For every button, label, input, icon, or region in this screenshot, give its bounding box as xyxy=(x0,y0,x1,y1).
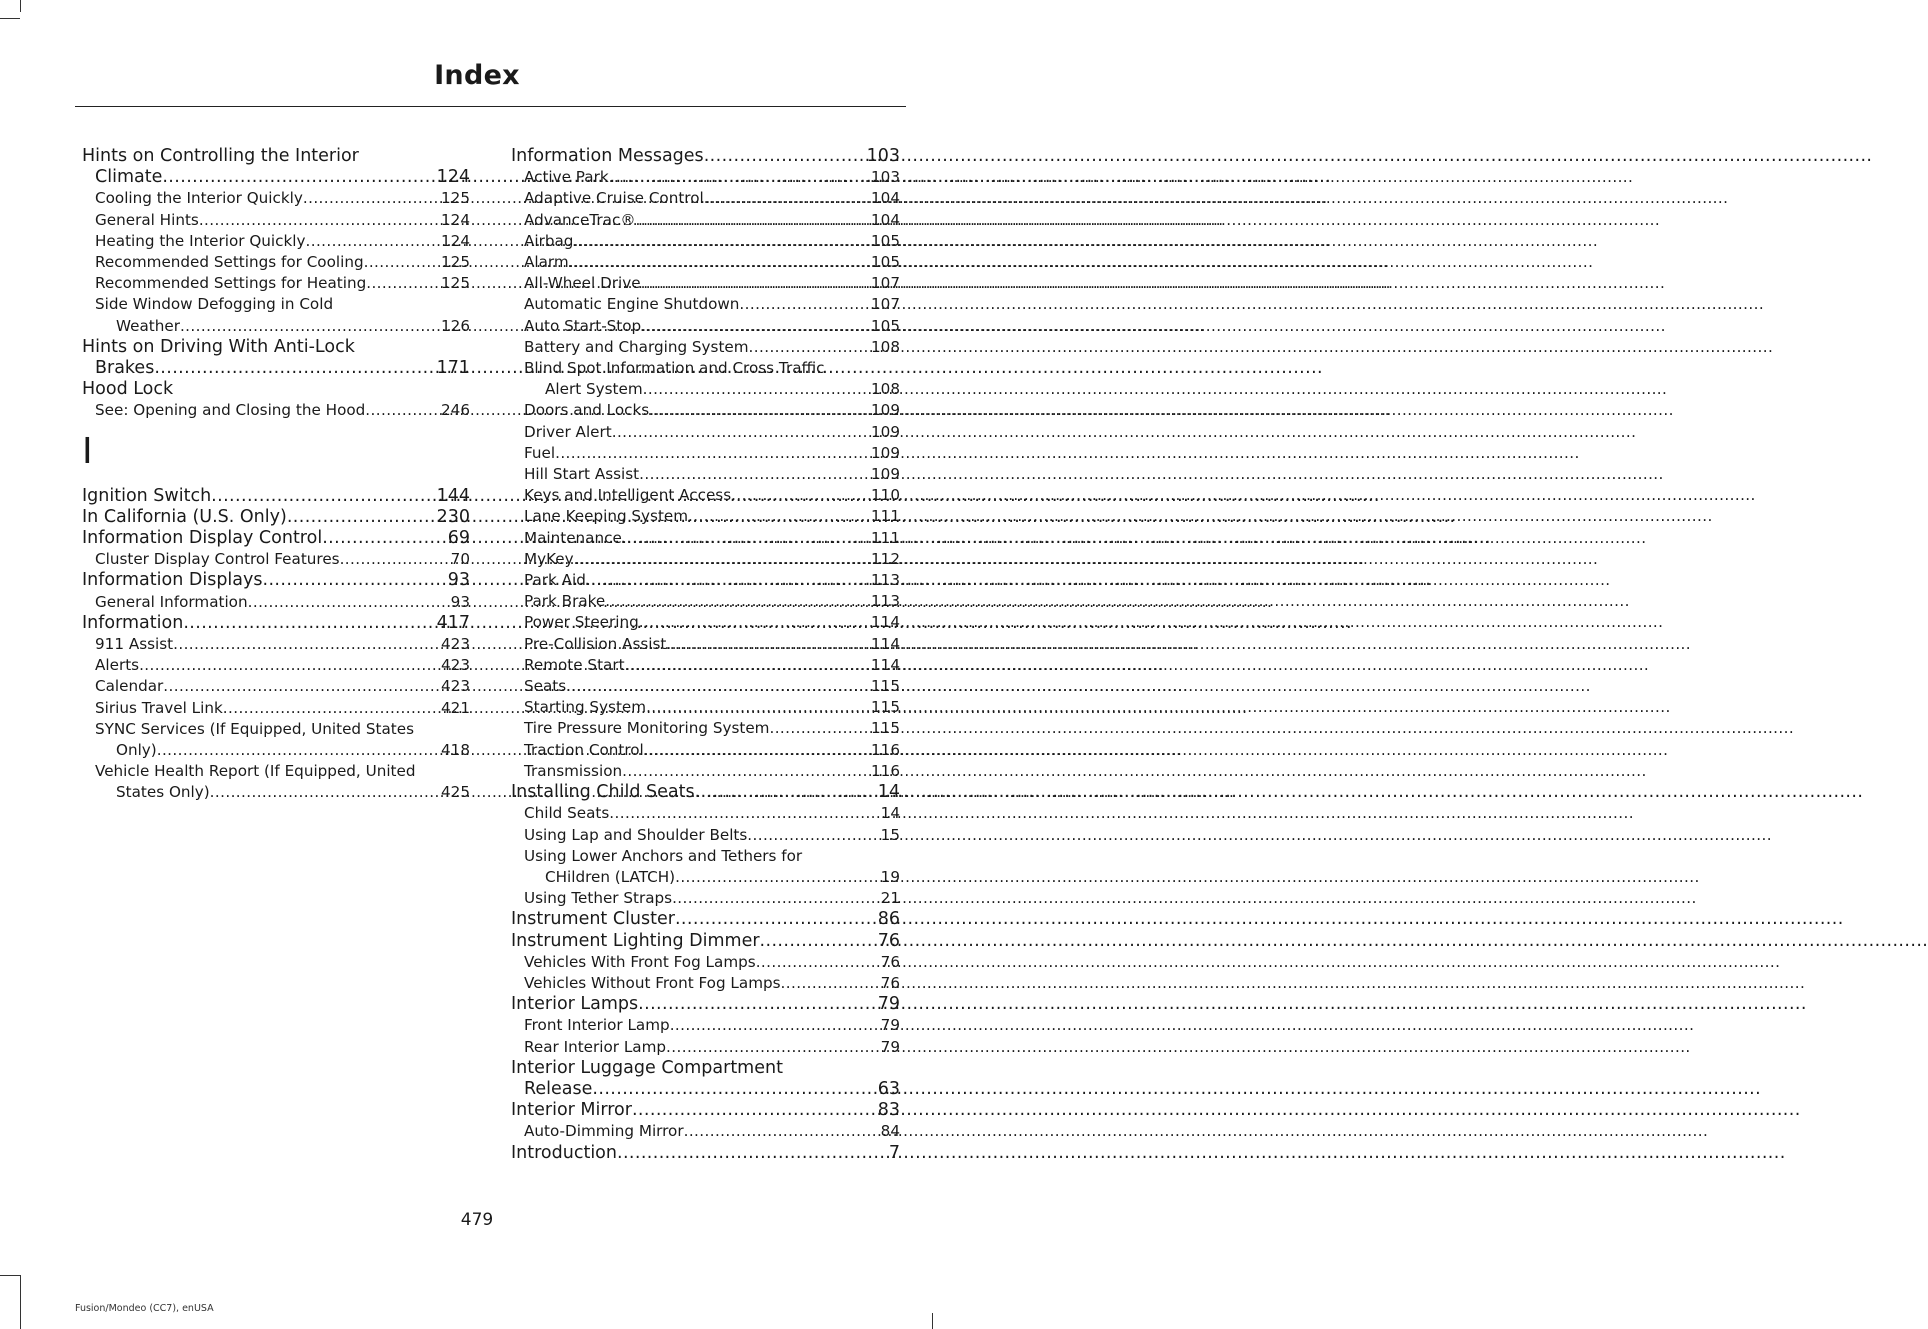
entry-label: Automatic Engine Shutdown xyxy=(524,295,740,314)
entry-label: Fuel xyxy=(524,443,556,462)
dot-leader xyxy=(180,316,441,337)
entry-label: Hints on Controlling the Interior xyxy=(82,146,359,166)
dot-leader xyxy=(646,697,871,718)
index-subentry xyxy=(511,591,900,612)
dot-leader xyxy=(139,655,441,676)
crop-mark xyxy=(20,0,21,12)
entry-page-number: 69 xyxy=(447,528,470,549)
dot-leader xyxy=(586,570,871,591)
index-subentry xyxy=(511,846,900,888)
entry-label: Interior Mirror xyxy=(511,1100,632,1121)
dot-leader xyxy=(211,486,436,507)
dot-leader xyxy=(617,1143,889,1164)
index-subentry xyxy=(511,506,900,527)
entry-page-number: 423 xyxy=(441,656,470,675)
entry-page-number: 104 xyxy=(871,210,900,229)
dot-leader xyxy=(592,1079,877,1100)
entry-page-number: 109 xyxy=(871,401,900,420)
entry-page-number: 116 xyxy=(871,761,900,780)
entry-page-number: 124 xyxy=(441,210,470,229)
dot-leader xyxy=(364,252,441,273)
dot-leader xyxy=(162,167,436,188)
index-entry xyxy=(82,570,470,591)
dot-leader xyxy=(287,507,437,528)
entry-page-number: 79 xyxy=(877,994,900,1015)
entry-page-number: 108 xyxy=(871,380,900,399)
page-title: Index xyxy=(434,60,520,91)
entry-label: Vehicles Without Front Fog Lamps xyxy=(524,973,781,992)
index-subentry xyxy=(511,1015,900,1036)
dot-leader xyxy=(163,676,441,697)
entry-page-number: 93 xyxy=(450,592,470,611)
entry-label: In California (U.S. Only) xyxy=(82,506,287,527)
index-subentry xyxy=(511,231,900,252)
dot-leader xyxy=(672,888,881,909)
index-entry xyxy=(511,931,900,952)
entry-page-number: 19 xyxy=(880,867,900,886)
entry-page-number: 113 xyxy=(871,592,900,611)
dot-leader xyxy=(223,698,441,719)
entry-label: Information Display Control xyxy=(82,528,323,549)
entry-label: Vehicles With Front Fog Lamps xyxy=(524,952,756,971)
entry-label: General Hints xyxy=(95,210,199,229)
index-subentry xyxy=(82,676,470,697)
index-entry xyxy=(82,613,470,634)
index-subentry xyxy=(82,592,470,613)
index-subentry xyxy=(511,294,900,315)
entry-label: Release xyxy=(524,1078,593,1099)
dot-leader xyxy=(183,613,436,634)
document-id: Fusion/Mondeo (CC7), enUSA xyxy=(75,1303,214,1314)
index-entry xyxy=(82,528,470,549)
entry-page-number: 113 xyxy=(871,571,900,590)
index-entry xyxy=(511,1058,900,1100)
index-entry xyxy=(511,1100,900,1121)
dot-leader xyxy=(622,528,871,549)
entry-page-number: 14 xyxy=(880,804,900,823)
index-letter-heading: I xyxy=(82,430,93,472)
entry-page-number: 421 xyxy=(441,698,470,717)
entry-page-number: 115 xyxy=(871,719,900,738)
dot-leader xyxy=(704,188,871,209)
entry-label: Transmission xyxy=(524,761,623,780)
entry-page-number: 116 xyxy=(871,740,900,759)
entry-label: Child Seats xyxy=(524,804,610,823)
index-subentry xyxy=(511,337,900,358)
entry-page-number: 109 xyxy=(871,443,900,462)
dot-leader xyxy=(605,591,871,612)
entry-label: Keys and Intelligent Access xyxy=(524,486,732,505)
entry-label: Information Messages xyxy=(511,146,704,166)
index-subentry xyxy=(511,464,900,485)
dot-leader xyxy=(641,273,871,294)
dot-leader xyxy=(199,210,441,231)
entry-label: SYNC Services (If Equipped, United States xyxy=(95,719,415,738)
dot-leader xyxy=(154,358,436,379)
entry-label: Active Park xyxy=(524,168,609,187)
dot-leader xyxy=(574,549,871,570)
entry-page-number: 63 xyxy=(877,1078,900,1099)
entry-label: Auto-Dimming Mirror xyxy=(524,1122,684,1141)
entry-label: Remote Start xyxy=(524,655,625,674)
index-subentry xyxy=(511,273,900,294)
index-subentry xyxy=(511,443,900,464)
index-entry xyxy=(511,782,900,803)
index-subentry xyxy=(511,740,900,761)
entry-label: Information xyxy=(82,612,184,633)
entry-label: See: Opening and Closing the Hood xyxy=(95,401,366,420)
entry-page-number: 171 xyxy=(436,358,470,379)
dot-leader xyxy=(666,634,871,655)
entry-page-number: 76 xyxy=(880,952,900,971)
crop-mark xyxy=(932,1313,933,1329)
entry-label: Installing Child Seats xyxy=(511,782,695,803)
index-column-left xyxy=(82,146,470,804)
dot-leader xyxy=(609,803,880,824)
dot-leader xyxy=(157,740,441,761)
dot-leader xyxy=(322,528,448,549)
entry-label: Hill Start Assist xyxy=(524,465,640,484)
entry-page-number: 114 xyxy=(871,613,900,632)
entry-label: Interior Luggage Compartment xyxy=(511,1057,783,1078)
entry-page-number: 79 xyxy=(880,1016,900,1035)
index-subentry xyxy=(511,825,900,846)
entry-page-number: 15 xyxy=(880,825,900,844)
dot-leader xyxy=(248,592,451,613)
entry-label: Rear Interior Lamp xyxy=(524,1037,667,1056)
index-subentry xyxy=(511,612,900,633)
dot-leader xyxy=(684,1121,881,1142)
entry-page-number: 230 xyxy=(436,506,470,527)
dot-leader xyxy=(609,167,871,188)
entry-label: Alert System xyxy=(545,380,643,399)
dot-leader xyxy=(731,485,871,506)
entry-label: Hints on Driving With Anti-Lock xyxy=(82,336,355,357)
dot-leader xyxy=(632,1100,878,1121)
entry-page-number: 111 xyxy=(871,507,900,526)
entry-label: Auto Start-Stop xyxy=(524,316,642,335)
entry-page-number: 109 xyxy=(871,422,900,441)
entry-label: Using Lap and Shoulder Belts xyxy=(524,825,748,844)
dot-leader xyxy=(769,718,871,739)
entry-label: Seats xyxy=(524,677,567,696)
entry-label: Cooling the Interior Quickly xyxy=(95,189,303,208)
entry-page-number: 105 xyxy=(871,231,900,250)
entry-label: Hood Lock xyxy=(82,379,174,400)
dot-leader xyxy=(704,146,867,167)
index-subentry xyxy=(511,485,900,506)
entry-label: Using Tether Straps xyxy=(524,889,673,908)
entry-page-number: 125 xyxy=(441,189,470,208)
dot-leader xyxy=(569,252,871,273)
index-subentry xyxy=(82,655,470,676)
entry-label: Battery and Charging System xyxy=(524,337,749,356)
index-subentry xyxy=(82,761,470,803)
index-subentry xyxy=(82,698,470,719)
entry-page-number: 425 xyxy=(441,783,470,802)
dot-leader xyxy=(263,570,448,591)
index-subentry xyxy=(511,167,900,188)
entry-page-number: 86 xyxy=(877,909,900,930)
entry-label: Side Window Defogging in Cold xyxy=(95,295,334,314)
dot-leader xyxy=(644,740,871,761)
dot-leader xyxy=(210,782,441,803)
index-entry xyxy=(82,379,470,400)
dot-leader xyxy=(739,294,871,315)
index-subentry xyxy=(511,570,900,591)
entry-label: AdvanceTrac® xyxy=(524,210,636,229)
entry-page-number: 103 xyxy=(866,146,900,166)
entry-label: Heating the Interior Quickly xyxy=(95,231,306,250)
entry-label: Traction Control xyxy=(524,740,644,759)
dot-leader xyxy=(555,443,871,464)
entry-page-number: 105 xyxy=(871,253,900,272)
index-subentry xyxy=(511,1037,900,1058)
dot-leader xyxy=(612,422,871,443)
entry-label: Airbag xyxy=(524,231,574,250)
entry-page-number: 114 xyxy=(871,655,900,674)
entry-page-number: 14 xyxy=(877,782,900,803)
entry-label: Interior Lamps xyxy=(511,994,639,1015)
dot-leader xyxy=(675,867,881,888)
entry-page-number: 108 xyxy=(871,337,900,356)
entry-label: General Information xyxy=(95,592,248,611)
crop-mark xyxy=(0,1275,20,1276)
dot-leader xyxy=(366,273,441,294)
entry-label: All-Wheel Drive xyxy=(524,274,641,293)
index-subentry xyxy=(511,697,900,718)
index-subentry xyxy=(82,210,470,231)
index-subentry xyxy=(511,549,900,570)
dot-leader xyxy=(639,612,871,633)
entry-page-number: 417 xyxy=(436,612,470,633)
entry-page-number: 84 xyxy=(880,1122,900,1141)
dot-leader xyxy=(756,952,881,973)
entry-label: Alerts xyxy=(95,656,140,675)
index-subentry xyxy=(511,316,900,337)
entry-page-number: 418 xyxy=(441,741,470,760)
dot-leader xyxy=(695,782,878,803)
entry-label: Tire Pressure Monitoring System xyxy=(524,719,770,738)
entry-page-number: 21 xyxy=(880,889,900,908)
entry-label: Only) xyxy=(116,741,157,760)
index-subentry xyxy=(511,1121,900,1142)
dot-leader xyxy=(675,909,878,930)
index-subentry xyxy=(511,188,900,209)
entry-label: Brakes xyxy=(95,358,155,379)
index-subentry xyxy=(82,400,470,421)
index-entry xyxy=(511,909,900,930)
dot-leader xyxy=(639,464,871,485)
dot-leader xyxy=(649,400,871,421)
index-subentry xyxy=(82,719,470,761)
index-subentry xyxy=(511,761,900,782)
index-subentry xyxy=(82,188,470,209)
dot-leader xyxy=(666,1037,881,1058)
index-column-right xyxy=(511,146,900,1164)
entry-label: Maintenance xyxy=(524,528,622,547)
dot-leader xyxy=(636,210,871,231)
crop-mark xyxy=(0,18,20,19)
index-entry xyxy=(82,507,470,528)
index-subentry xyxy=(82,549,470,570)
index-subentry xyxy=(511,528,900,549)
entry-page-number: 423 xyxy=(441,677,470,696)
entry-label: MyKey xyxy=(524,549,574,568)
dot-leader xyxy=(573,231,871,252)
entry-label: Climate xyxy=(95,167,163,188)
entry-page-number: 103 xyxy=(871,168,900,187)
entry-label: Doors and Locks xyxy=(524,401,650,420)
entry-page-number: 107 xyxy=(871,274,900,293)
entry-page-number: 115 xyxy=(871,677,900,696)
dot-leader xyxy=(643,379,871,400)
index-subentry xyxy=(511,973,900,994)
index-entry xyxy=(511,994,900,1015)
dot-leader xyxy=(340,549,451,570)
entry-label: Ignition Switch xyxy=(82,485,212,506)
crop-mark xyxy=(20,1275,21,1329)
entry-label: Pre-Collision Assist xyxy=(524,634,667,653)
index-subentry xyxy=(82,294,470,336)
entry-page-number: 104 xyxy=(871,189,900,208)
index-entry xyxy=(82,337,470,379)
entry-page-number: 7 xyxy=(888,1142,900,1163)
index-subentry xyxy=(511,718,900,739)
entry-page-number: 114 xyxy=(871,634,900,653)
index-entry xyxy=(511,1143,900,1164)
index-subentry xyxy=(511,803,900,824)
entry-page-number: 124 xyxy=(441,231,470,250)
entry-page-number: 125 xyxy=(441,253,470,272)
entry-label: Recommended Settings for Cooling xyxy=(95,253,364,272)
index-entry xyxy=(511,146,900,167)
index-subentry xyxy=(511,210,900,231)
entry-page-number: 115 xyxy=(871,698,900,717)
entry-page-number: 109 xyxy=(871,465,900,484)
entry-label: Using Lower Anchors and Tethers for xyxy=(524,846,803,865)
entry-label: 911 Assist xyxy=(95,635,174,654)
entry-label: Cluster Display Control Features xyxy=(95,550,340,569)
dot-leader xyxy=(622,761,871,782)
entry-label: CHildren (LATCH) xyxy=(545,867,676,886)
entry-page-number: 107 xyxy=(871,295,900,314)
entry-label: Park Aid xyxy=(524,571,586,590)
entry-label: Driver Alert xyxy=(524,422,612,441)
index-subentry xyxy=(511,676,900,697)
entry-label: Blind Spot Information and Cross Traffic xyxy=(524,359,825,378)
entry-page-number: 246 xyxy=(441,401,470,420)
index-subentry xyxy=(82,252,470,273)
entry-label: Park Brake xyxy=(524,592,606,611)
index-subentry xyxy=(82,231,470,252)
entry-page-number: 70 xyxy=(450,550,470,569)
index-entry xyxy=(82,486,470,507)
entry-page-number: 79 xyxy=(880,1037,900,1056)
entry-page-number: 76 xyxy=(877,930,900,951)
entry-label: Adaptive Cruise Control xyxy=(524,189,704,208)
dot-leader xyxy=(641,316,871,337)
entry-label: Sirius Travel Link xyxy=(95,698,223,717)
dot-leader xyxy=(625,655,871,676)
entry-label: Information Displays xyxy=(82,570,263,591)
entry-label: Vehicle Health Report (If Equipped, United xyxy=(95,762,416,781)
entry-page-number: 93 xyxy=(447,570,470,591)
entry-label: Power Steering xyxy=(524,613,639,632)
entry-label: Introduction xyxy=(511,1142,617,1163)
page-number: 479 xyxy=(460,1210,494,1230)
index-subentry xyxy=(511,952,900,973)
dot-leader xyxy=(749,337,871,358)
index-subentry xyxy=(511,400,900,421)
title-divider xyxy=(75,106,906,107)
dot-leader xyxy=(760,931,878,952)
index-entry xyxy=(82,146,470,188)
entry-label: Recommended Settings for Heating xyxy=(95,274,367,293)
dot-leader xyxy=(670,1015,881,1036)
index-subentry xyxy=(511,634,900,655)
entry-page-number: 76 xyxy=(880,973,900,992)
index-subentry xyxy=(511,358,900,400)
dot-leader xyxy=(638,994,878,1015)
entry-label: Instrument Cluster xyxy=(511,909,675,930)
entry-label: States Only) xyxy=(116,783,210,802)
entry-label: Alarm xyxy=(524,253,569,272)
index-subentry xyxy=(511,655,900,676)
entry-page-number: 125 xyxy=(441,274,470,293)
entry-label: Weather xyxy=(116,316,180,335)
entry-label: Front Interior Lamp xyxy=(524,1016,670,1035)
entry-page-number: 112 xyxy=(871,549,900,568)
entry-page-number: 124 xyxy=(436,167,470,188)
dot-leader xyxy=(365,400,441,421)
dot-leader xyxy=(173,634,441,655)
entry-page-number: 144 xyxy=(436,485,470,506)
index-subentry xyxy=(511,422,900,443)
entry-label: Lane Keeping System xyxy=(524,507,689,526)
dot-leader xyxy=(688,506,871,527)
index-subentry xyxy=(82,273,470,294)
entry-page-number: 126 xyxy=(441,316,470,335)
dot-leader xyxy=(747,825,880,846)
index-subentry xyxy=(82,634,470,655)
dot-leader xyxy=(303,188,441,209)
index-subentry xyxy=(511,252,900,273)
entry-page-number: 105 xyxy=(871,316,900,335)
entry-page-number: 83 xyxy=(877,1100,900,1121)
entry-page-number: 110 xyxy=(871,486,900,505)
entry-page-number: 423 xyxy=(441,635,470,654)
dot-leader xyxy=(781,973,881,994)
dot-leader xyxy=(566,676,871,697)
entry-label: Calendar xyxy=(95,677,164,696)
index-subentry xyxy=(511,888,900,909)
entry-label: Instrument Lighting Dimmer xyxy=(511,930,760,951)
entry-page-number: 111 xyxy=(871,528,900,547)
dot-leader xyxy=(305,231,441,252)
entry-label: Starting System xyxy=(524,698,647,717)
